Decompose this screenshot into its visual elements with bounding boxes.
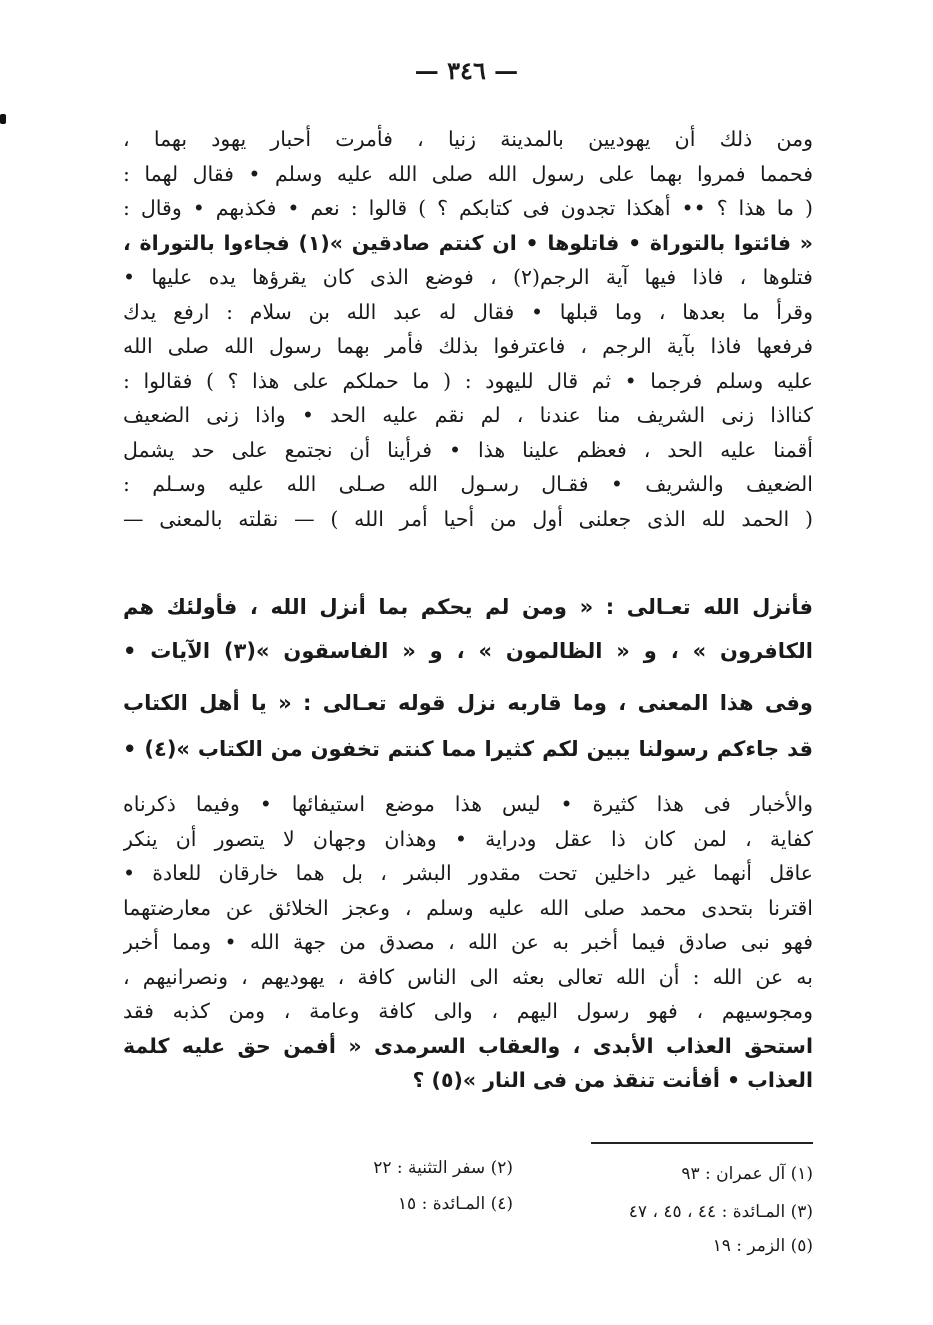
text-line: ( الحمد لله الذى جعلنى أول من أحيا أمر الله ) — نقلته بالمعنى — <box>123 506 813 531</box>
footnote-2: (٢) سفر التثنية : ٢٢ <box>373 1158 513 1178</box>
text-line: العذاب • أفأنت تنقذ من فى النار »(٥) ؟ <box>412 1068 813 1092</box>
footnote-divider <box>591 1142 813 1144</box>
margin-mark <box>0 114 6 124</box>
paragraph-1 <box>123 122 813 536</box>
footnote-5: (٥) الزمر : ١٩ <box>712 1236 813 1256</box>
text-line: فهو نبى صادق فيما أخبر به عن الله ، مصدق من جهة الله • ومما أخبر <box>123 930 813 954</box>
text-line: وقرأ ما بعدها ، وما قبلها • فقال له عبد الله بن سلام : ارفع يدك <box>123 299 813 324</box>
text-line: والأخبار فى هذا كثيرة • ليس هذا موضع استيفائها • وفيما ذكرناه <box>123 792 813 816</box>
text-line: فأنزل الله تعـالى : « ومن لم يحكم بما أنزل الله ، فأولئك هم <box>123 595 813 619</box>
text-line: الكافرون » ، و « الظالمون » ، و « الفاسقون »(٣) الآيات • <box>123 639 813 663</box>
text-line: فرفعها فاذا بآية الرجم ، فاعترفوا بذلك فأمر بهما رسول الله صلى الله <box>123 334 813 358</box>
footnote-1: (١) آل عمران : ٩٣ <box>681 1164 813 1184</box>
text-line: وفى هذا المعنى ، وما قاربه نزل قوله تعـالى : « يا أهل الكتاب <box>123 691 813 715</box>
footnote-4: (٤) المـائدة : ١٥ <box>397 1194 513 1214</box>
text-line: ومجوسيهم ، فهو رسول اليهم ، والى كافة وعامة ، ومن كذبه فقد <box>123 999 813 1023</box>
text-line: « فائتوا بالتوراة • فاتلوها • ان كنتم صادقين »(١) فجاءوا بالتوراة ، <box>123 230 813 255</box>
text-line: قد جاءكم رسولنا يبين لكم كثيرا مما كنتم تخفون من الكتاب »(٤) • <box>123 737 813 761</box>
text-line: به عن الله : أن الله تعالى بعثه الى الناس كافة ، يهوديهم ، ونصرانيهم ، <box>123 964 813 989</box>
paragraph-4 <box>123 787 813 1098</box>
page-number: — ٣٤٦ — <box>414 56 519 85</box>
text-line: ومن ذلك أن يهوديين بالمدينة زنيا ، فأمرت أحبار يهود بهما ، <box>123 127 813 151</box>
text-line: اقترنا بتحدى محمد صلى الله عليه وسلم ، وعجز الخلائق عن معارضتهما <box>123 895 813 920</box>
text-line: الضعيف والشريف • فقـال رسـول الله صـلى الله عليه وسـلم : <box>123 472 813 496</box>
text-line: استحق العذاب الأبدى ، والعقاب السرمدى « أفمن حق عليه كلمة <box>123 1033 813 1058</box>
text-line: فحمما فمروا بهما على رسول الله صلى الله عليه وسلم • فقال لهما : <box>123 161 813 186</box>
text-line: ( ما هذا ؟ •• أهكذا تجدون فى كتابكم ؟ ) قالوا : نعم • فكذبهم • وقال : <box>123 196 813 220</box>
paragraph-3 <box>123 680 813 772</box>
text-line: كفاية ، لمن كان ذا عقل ودراية • وهذان وجهان لا يتصور أن ينكر <box>123 826 813 851</box>
text-line: عليه وسلم فرجما • ثم قال لليهود : ( ما حملكم على هذا ؟ ) فقالوا : <box>123 368 813 393</box>
footnote-3: (٣) المـائدة : ٤٤ ، ٤٥ ، ٤٧ <box>628 1202 813 1222</box>
text-line: عاقل أنهما غير داخلين تحت مقدور البشر ، بل هما خارقان للعادة • <box>123 861 813 885</box>
text-line: فتلوها ، فاذا فيها آية الرجم(٢) ، فوضع الذى كان يقرؤها يده عليها • <box>123 265 813 289</box>
text-line: كنااذا زنى الشريف منا عندنا ، لم نقم عليه الحد • واذا زنى الضعيف <box>123 403 813 427</box>
text-line: أقمنا عليه الحد ، فعظم علينا هذا • فرأينا أن نجتمع على حد يشمل <box>123 437 813 462</box>
paragraph-2 <box>123 585 813 673</box>
